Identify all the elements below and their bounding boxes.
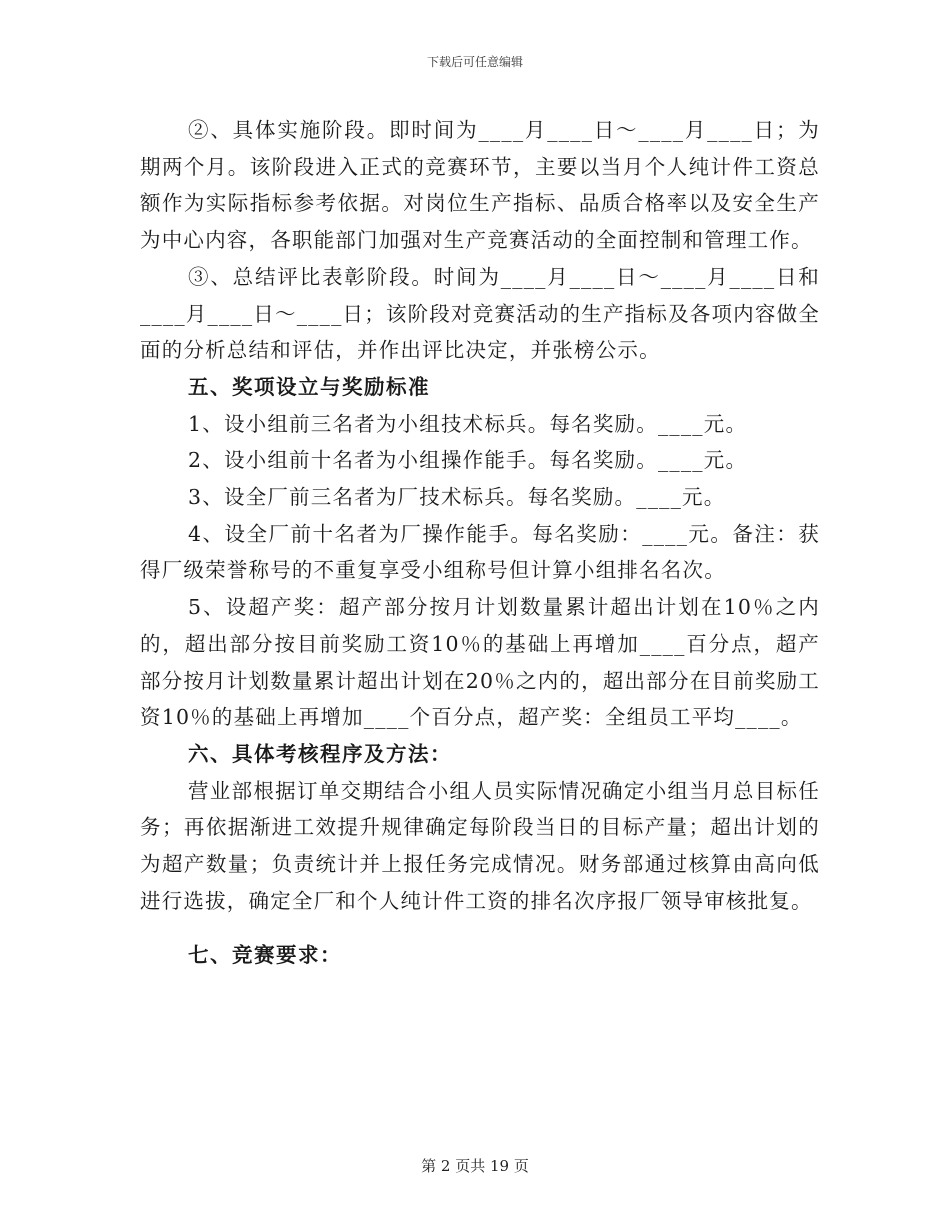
- paragraph-summary-stage: ③、总结评比表彰阶段。时间为____月____日～____月____日和____月____日～____日；该阶段对竞赛活动的生产指标及各项内容做全面的分析总结和评估，并作出评比决定，并张榜公示。: [140, 264, 820, 363]
- section-heading-assessment: 六、具体考核程序及方法：: [188, 741, 452, 766]
- award-item-5: 5、设超产奖：超产部分按月计划数量累计超出计划在10％之内的，超出部分按目前奖励工资10％的基础上再增加____百分点，超产部分按月计划数量累计超出计划在20％之内的，超出部分在目前奖励工资10％的基础上再增加____个百分点，超产奖：全组员工平均____。: [140, 595, 820, 730]
- section-heading-awards: 五、奖项设立与奖励标准: [188, 374, 430, 399]
- document-body: [140, 112, 820, 974]
- page-footer: 第 2 页共 19 页: [421, 1157, 529, 1175]
- section-heading-requirements: 七、竞赛要求：: [188, 943, 342, 968]
- award-item-1: 1、设小组前三名者为小组技术标兵。每名奖励。____元。: [188, 411, 748, 436]
- award-item-3: 3、设全厂前三名者为厂技术标兵。每名奖励。____元。: [188, 485, 726, 510]
- award-item-4: 4、设全厂前十名者为厂操作能手。每名奖励：____元。备注：获得厂级荣誉称号的不重复享受小组称号但计算小组排名名次。: [140, 521, 820, 583]
- paragraph-implementation-stage: ②、具体实施阶段。即时间为____月____日～____月____日；为期两个月。该阶段进入正式的竞赛环节，主要以当月个人纯计件工资总额作为实际指标参考依据。对岗位生产指标、品质合格率以及安全生产为中心内容，各职能部门加强对生产竞赛活动的全面控制和管理工作。: [140, 118, 820, 253]
- award-item-2: 2、设小组前十名者为小组操作能手。每名奖励。____元。: [188, 448, 748, 473]
- spacer: [140, 919, 820, 937]
- paragraph-assessment: 营业部根据订单交期结合小组人员实际情况确定小组当月总目标任务；再依据渐进工效提升规律确定每阶段当日的目标产量；超出计划的为超产数量；负责统计并上报任务完成情况。财务部通过核算由高向低进行选拔，确定全厂和个人纯计件工资的排名次序报厂领导审核批复。: [140, 778, 820, 913]
- page-header: 下载后可任意编辑: [426, 55, 523, 69]
